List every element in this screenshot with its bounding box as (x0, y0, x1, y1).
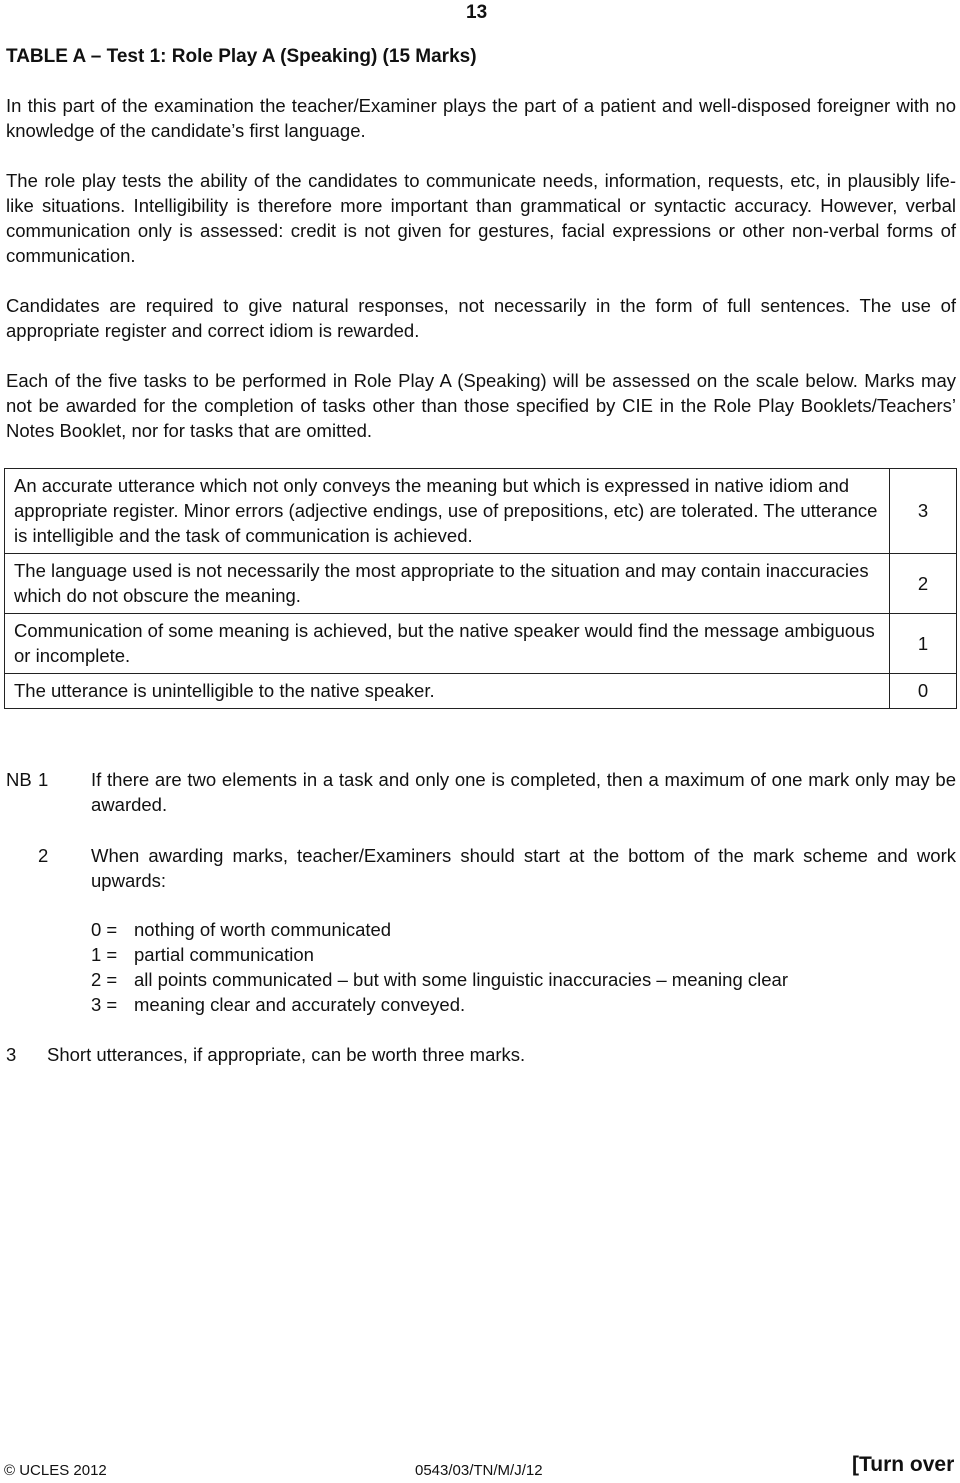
scheme-row (91, 992, 465, 1017)
footer-copyright: © UCLES 2012 (4, 1462, 107, 1479)
scale-description: Communication of some meaning is achieved, but the native speaker would find the message ambiguous or incomplete. (5, 614, 890, 674)
nb-label: NB (6, 769, 32, 790)
note-text: When awarding marks, teacher/Examiners should start at the bottom of the mark scheme and work upwards: (91, 845, 956, 891)
table-row (5, 554, 957, 614)
scale-description: The language used is not necessarily the most appropriate to the situation and may contain inaccuracies which do not obscure the meaning. (5, 554, 890, 614)
scheme-value: all points communicated – but with some linguistic inaccuracies – meaning clear (134, 969, 788, 990)
note-text: If there are two elements in a task and only one is completed, then a maximum of one mark only may be awarded. (91, 769, 956, 815)
scheme-key: 3 = (91, 994, 118, 1015)
assessment-scale-table (4, 468, 957, 709)
scheme-row (91, 967, 788, 992)
scheme-value: partial communication (134, 944, 314, 965)
scheme-key: 2 = (91, 969, 118, 990)
responses-paragraph: Candidates are required to give natural responses, not necessarily in the form of full sentences. The use of appropriate register and correct idiom is rewarded. (6, 295, 956, 341)
role-play-paragraph: The role play tests the ability of the candidates to communicate needs, information, requests, etc, in plausibly life-like situations. Intelligibility is therefore more important than grammatical or syntactic accuracy. However, verbal communication only is assessed: credit is not given for gestures, facial expressions or other non-verbal forms of communication. (6, 170, 956, 266)
scheme-key: 0 = (91, 919, 118, 940)
note-number: 2 (38, 845, 49, 866)
note-number: 1 (38, 769, 49, 790)
table-row (5, 469, 957, 554)
page-title: TABLE A – Test 1: Role Play A (Speaking) (15 Marks) (6, 46, 477, 67)
scheme-row (91, 917, 391, 942)
scale-description: The utterance is unintelligible to the native speaker. (5, 674, 890, 709)
scale-mark: 2 (890, 554, 957, 614)
table-row (5, 614, 957, 674)
intro-paragraph: In this part of the examination the teacher/Examiner plays the part of a patient and well-disposed foreigner with no knowledge of the candidate’s first language. (6, 95, 956, 141)
scheme-value: meaning clear and accurately conveyed. (134, 994, 466, 1015)
page-number: 13 (466, 2, 488, 23)
table-row (5, 674, 957, 709)
turn-over-label: [Turn over (852, 1453, 955, 1476)
assessment-paragraph: Each of the five tasks to be performed in Role Play A (Speaking) will be assessed on the scale below. Marks may not be awarded for the completion of tasks other than those specified by CIE in the Role Play Booklets/Teachers’ Notes Booklet, nor for tasks that are omitted. (6, 370, 956, 441)
scale-mark: 3 (890, 469, 957, 554)
note-text: Short utterances, if appropriate, can be worth three marks. (47, 1044, 526, 1065)
scheme-value: nothing of worth communicated (134, 919, 392, 940)
scheme-row (91, 942, 314, 967)
scheme-key: 1 = (91, 944, 118, 965)
note-number: 3 (6, 1044, 17, 1065)
scale-mark: 0 (890, 674, 957, 709)
footer-code: 0543/03/TN/M/J/12 (415, 1462, 543, 1479)
scale-mark: 1 (890, 614, 957, 674)
scale-description: An accurate utterance which not only conveys the meaning but which is expressed in native idiom and appropriate register. Minor errors (adjective endings, use of prepositions, etc) are tolerated. The utterance is intelligible and the task of communication is achieved. (5, 469, 890, 554)
